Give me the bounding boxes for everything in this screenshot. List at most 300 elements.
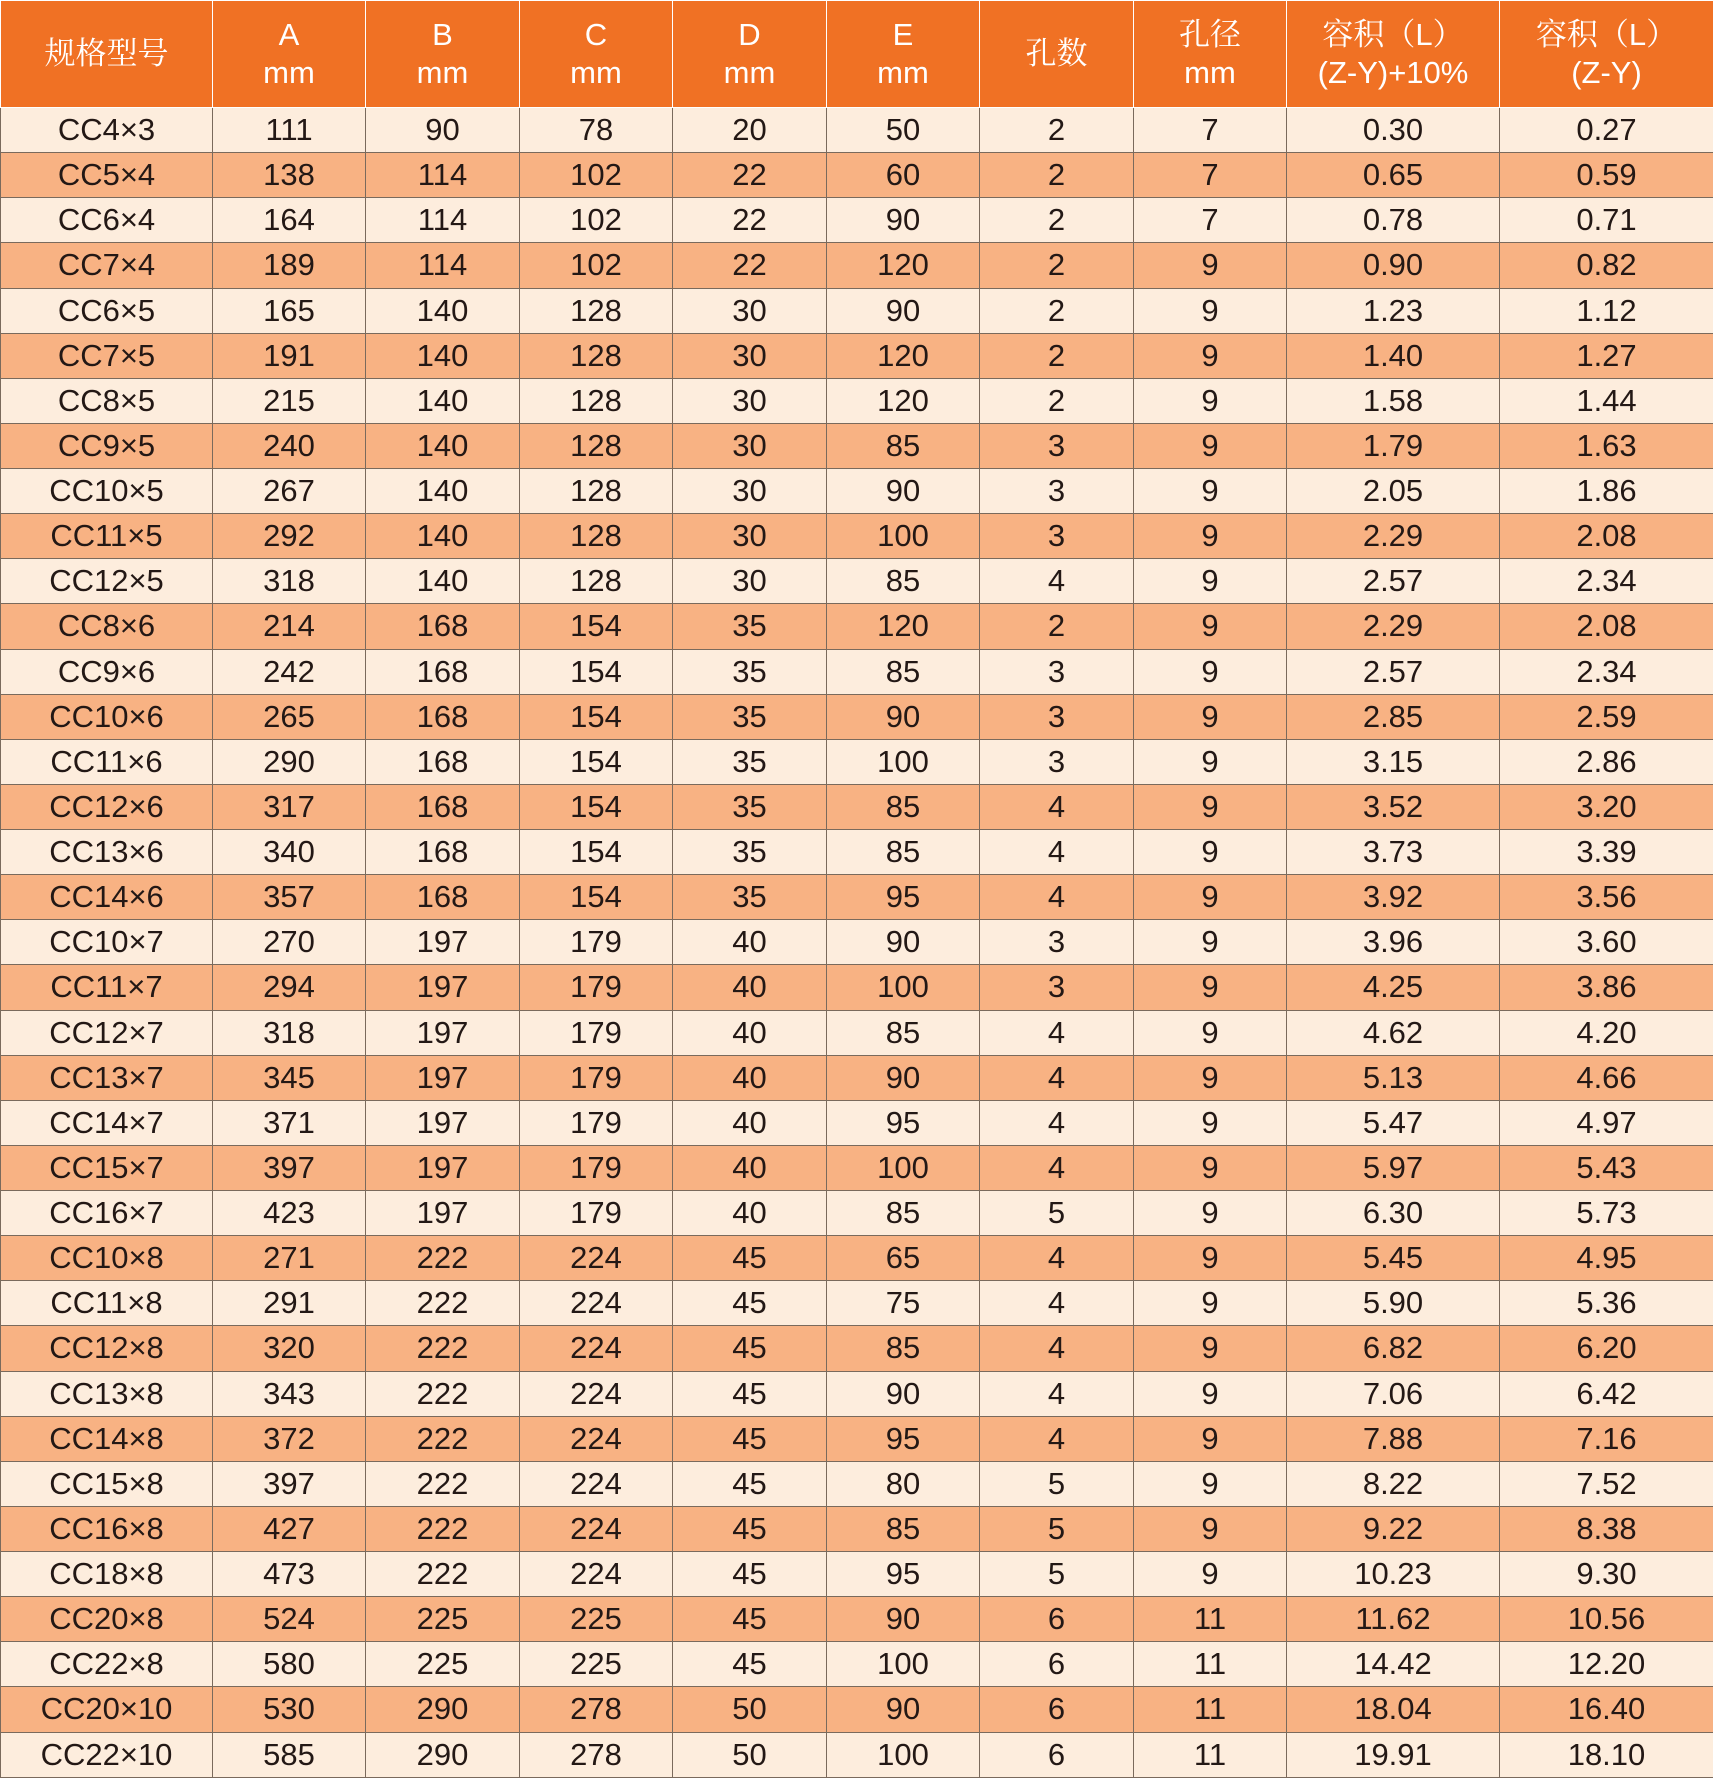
cell-volume-plus: 0.78 — [1287, 198, 1500, 243]
cell-volume-plus: 7.06 — [1287, 1371, 1500, 1416]
cell-volume: 5.36 — [1500, 1281, 1713, 1326]
cell-volume: 18.10 — [1500, 1732, 1713, 1778]
cell-b: 222 — [366, 1281, 520, 1326]
cell-hole-diameter: 9 — [1134, 378, 1287, 423]
cell-volume-plus: 5.13 — [1287, 1055, 1500, 1100]
cell-c: 154 — [520, 830, 673, 875]
header-e — [827, 1, 980, 108]
cell-b: 197 — [366, 1055, 520, 1100]
cell-a: 317 — [213, 784, 366, 829]
cell-hole-diameter: 9 — [1134, 1100, 1287, 1145]
cell-b: 168 — [366, 830, 520, 875]
cell-volume: 2.34 — [1500, 649, 1713, 694]
cell-a: 340 — [213, 830, 366, 875]
cell-a: 423 — [213, 1191, 366, 1236]
cell-d: 45 — [673, 1506, 827, 1551]
cell-hole-count: 4 — [980, 784, 1134, 829]
cell-a: 427 — [213, 1506, 366, 1551]
table-row — [1, 198, 1713, 243]
cell-hole-count: 3 — [980, 649, 1134, 694]
table-row — [1, 423, 1713, 468]
cell-volume-plus: 8.22 — [1287, 1461, 1500, 1506]
cell-volume-plus: 6.30 — [1287, 1191, 1500, 1236]
cell-e: 85 — [827, 1506, 980, 1551]
cell-volume: 1.27 — [1500, 333, 1713, 378]
table-row — [1, 243, 1713, 288]
cell-b: 197 — [366, 1100, 520, 1145]
cell-hole-count: 3 — [980, 739, 1134, 784]
cell-a: 214 — [213, 604, 366, 649]
cell-b: 168 — [366, 604, 520, 649]
cell-volume-plus: 5.90 — [1287, 1281, 1500, 1326]
cell-a: 164 — [213, 198, 366, 243]
cell-volume-plus: 11.62 — [1287, 1597, 1500, 1642]
cell-volume: 2.08 — [1500, 514, 1713, 559]
cell-hole-count: 6 — [980, 1642, 1134, 1687]
cell-volume-plus: 19.91 — [1287, 1732, 1500, 1778]
cell-a: 265 — [213, 694, 366, 739]
cell-hole-diameter: 9 — [1134, 469, 1287, 514]
cell-a: 371 — [213, 1100, 366, 1145]
cell-c: 224 — [520, 1552, 673, 1597]
header-b — [366, 1, 520, 108]
cell-model: CC12×6 — [1, 784, 213, 829]
table-row — [1, 739, 1713, 784]
cell-hole-count: 5 — [980, 1552, 1134, 1597]
cell-hole-count: 5 — [980, 1506, 1134, 1551]
cell-volume: 4.66 — [1500, 1055, 1713, 1100]
cell-b: 197 — [366, 1010, 520, 1055]
cell-a: 111 — [213, 108, 366, 153]
table-row — [1, 378, 1713, 423]
table-row — [1, 1642, 1713, 1687]
cell-a: 397 — [213, 1461, 366, 1506]
cell-b: 140 — [366, 378, 520, 423]
cell-volume-plus: 2.29 — [1287, 514, 1500, 559]
cell-b: 168 — [366, 739, 520, 784]
table-row — [1, 559, 1713, 604]
cell-volume: 3.39 — [1500, 830, 1713, 875]
cell-volume: 3.86 — [1500, 965, 1713, 1010]
cell-hole-count: 5 — [980, 1191, 1134, 1236]
cell-a: 138 — [213, 153, 366, 198]
cell-e: 85 — [827, 423, 980, 468]
cell-volume-plus: 3.96 — [1287, 920, 1500, 965]
cell-e: 80 — [827, 1461, 980, 1506]
cell-c: 179 — [520, 920, 673, 965]
cell-volume: 10.56 — [1500, 1597, 1713, 1642]
table-row — [1, 1552, 1713, 1597]
cell-b: 290 — [366, 1732, 520, 1778]
cell-b: 197 — [366, 1145, 520, 1190]
table-row — [1, 288, 1713, 333]
cell-hole-count: 3 — [980, 469, 1134, 514]
cell-e: 90 — [827, 920, 980, 965]
cell-e: 85 — [827, 1326, 980, 1371]
cell-hole-diameter: 9 — [1134, 1461, 1287, 1506]
cell-hole-count: 3 — [980, 965, 1134, 1010]
cell-hole-diameter: 9 — [1134, 1236, 1287, 1281]
cell-hole-diameter: 9 — [1134, 920, 1287, 965]
cell-a: 530 — [213, 1687, 366, 1732]
cell-model: CC6×4 — [1, 198, 213, 243]
cell-a: 343 — [213, 1371, 366, 1416]
cell-d: 40 — [673, 1010, 827, 1055]
cell-hole-count: 2 — [980, 243, 1134, 288]
cell-volume: 2.08 — [1500, 604, 1713, 649]
cell-d: 40 — [673, 920, 827, 965]
cell-model: CC10×5 — [1, 469, 213, 514]
cell-a: 320 — [213, 1326, 366, 1371]
cell-e: 120 — [827, 604, 980, 649]
table-row — [1, 153, 1713, 198]
cell-a: 318 — [213, 559, 366, 604]
cell-a: 397 — [213, 1145, 366, 1190]
cell-d: 45 — [673, 1416, 827, 1461]
cell-d: 45 — [673, 1281, 827, 1326]
cell-a: 270 — [213, 920, 366, 965]
cell-hole-diameter: 9 — [1134, 1326, 1287, 1371]
cell-c: 102 — [520, 153, 673, 198]
cell-hole-diameter: 9 — [1134, 1010, 1287, 1055]
table-row — [1, 875, 1713, 920]
cell-b: 197 — [366, 965, 520, 1010]
table-row — [1, 1687, 1713, 1732]
cell-e: 100 — [827, 965, 980, 1010]
cell-volume-plus: 6.82 — [1287, 1326, 1500, 1371]
cell-hole-diameter: 9 — [1134, 1552, 1287, 1597]
cell-hole-count: 4 — [980, 1010, 1134, 1055]
cell-model: CC12×8 — [1, 1326, 213, 1371]
header-label: B — [432, 17, 453, 52]
cell-c: 128 — [520, 423, 673, 468]
cell-hole-diameter: 9 — [1134, 875, 1287, 920]
cell-volume-plus: 18.04 — [1287, 1687, 1500, 1732]
cell-volume-plus: 14.42 — [1287, 1642, 1500, 1687]
cell-a: 357 — [213, 875, 366, 920]
cell-hole-diameter: 11 — [1134, 1597, 1287, 1642]
cell-b: 90 — [366, 108, 520, 153]
cell-model: CC7×4 — [1, 243, 213, 288]
cell-d: 22 — [673, 153, 827, 198]
cell-c: 128 — [520, 333, 673, 378]
cell-d: 45 — [673, 1461, 827, 1506]
cell-c: 224 — [520, 1236, 673, 1281]
cell-volume-plus: 1.40 — [1287, 333, 1500, 378]
cell-e: 65 — [827, 1236, 980, 1281]
cell-d: 35 — [673, 694, 827, 739]
table-row — [1, 1597, 1713, 1642]
cell-volume-plus: 3.92 — [1287, 875, 1500, 920]
cell-volume: 1.12 — [1500, 288, 1713, 333]
table-row — [1, 694, 1713, 739]
cell-d: 22 — [673, 198, 827, 243]
cell-b: 290 — [366, 1687, 520, 1732]
cell-model: CC12×7 — [1, 1010, 213, 1055]
cell-volume: 1.63 — [1500, 423, 1713, 468]
cell-e: 50 — [827, 108, 980, 153]
cell-e: 90 — [827, 469, 980, 514]
cell-volume: 0.27 — [1500, 108, 1713, 153]
cell-hole-diameter: 9 — [1134, 649, 1287, 694]
cell-volume-plus: 2.29 — [1287, 604, 1500, 649]
cell-hole-count: 3 — [980, 423, 1134, 468]
cell-volume-plus: 3.52 — [1287, 784, 1500, 829]
cell-model: CC20×10 — [1, 1687, 213, 1732]
cell-volume: 16.40 — [1500, 1687, 1713, 1732]
cell-volume-plus: 0.90 — [1287, 243, 1500, 288]
cell-model: CC11×6 — [1, 739, 213, 784]
cell-c: 224 — [520, 1326, 673, 1371]
cell-d: 40 — [673, 1100, 827, 1145]
table-row — [1, 1461, 1713, 1506]
cell-volume: 0.71 — [1500, 198, 1713, 243]
cell-a: 240 — [213, 423, 366, 468]
cell-e: 90 — [827, 1371, 980, 1416]
cell-volume-plus: 1.23 — [1287, 288, 1500, 333]
cell-c: 225 — [520, 1597, 673, 1642]
cell-a: 267 — [213, 469, 366, 514]
cell-volume: 6.42 — [1500, 1371, 1713, 1416]
cell-e: 95 — [827, 875, 980, 920]
cell-volume: 0.59 — [1500, 153, 1713, 198]
cell-hole-count: 3 — [980, 514, 1134, 559]
cell-b: 222 — [366, 1416, 520, 1461]
cell-e: 90 — [827, 694, 980, 739]
cell-d: 30 — [673, 559, 827, 604]
cell-hole-count: 4 — [980, 1326, 1134, 1371]
cell-e: 120 — [827, 243, 980, 288]
cell-model: CC11×7 — [1, 965, 213, 1010]
cell-b: 140 — [366, 514, 520, 559]
cell-d: 50 — [673, 1687, 827, 1732]
cell-hole-diameter: 9 — [1134, 604, 1287, 649]
table-row — [1, 1281, 1713, 1326]
header-label: 孔径 — [1179, 17, 1241, 52]
cell-e: 95 — [827, 1552, 980, 1597]
cell-model: CC5×4 — [1, 153, 213, 198]
cell-model: CC13×6 — [1, 830, 213, 875]
cell-a: 524 — [213, 1597, 366, 1642]
table-row — [1, 604, 1713, 649]
cell-hole-count: 3 — [980, 920, 1134, 965]
table-row — [1, 920, 1713, 965]
cell-hole-count: 4 — [980, 1236, 1134, 1281]
cell-hole-diameter: 9 — [1134, 1506, 1287, 1551]
cell-hole-diameter: 9 — [1134, 333, 1287, 378]
cell-d: 35 — [673, 875, 827, 920]
cell-e: 120 — [827, 378, 980, 423]
cell-volume-plus: 9.22 — [1287, 1506, 1500, 1551]
cell-hole-diameter: 9 — [1134, 1371, 1287, 1416]
cell-b: 114 — [366, 243, 520, 288]
cell-d: 45 — [673, 1326, 827, 1371]
cell-a: 165 — [213, 288, 366, 333]
cell-a: 191 — [213, 333, 366, 378]
header-row — [1, 1, 1713, 108]
cell-hole-diameter: 7 — [1134, 153, 1287, 198]
cell-model: CC4×3 — [1, 108, 213, 153]
cell-a: 242 — [213, 649, 366, 694]
cell-d: 45 — [673, 1371, 827, 1416]
header-label: C — [584, 17, 608, 52]
cell-hole-diameter: 7 — [1134, 198, 1287, 243]
table-row — [1, 830, 1713, 875]
cell-hole-count: 6 — [980, 1732, 1134, 1778]
cell-hole-count: 3 — [980, 694, 1134, 739]
table-body — [1, 108, 1713, 1778]
cell-e: 95 — [827, 1100, 980, 1145]
cell-volume-plus: 3.15 — [1287, 739, 1500, 784]
cell-model: CC15×8 — [1, 1461, 213, 1506]
cell-a: 271 — [213, 1236, 366, 1281]
cell-hole-count: 2 — [980, 108, 1134, 153]
table-row — [1, 1191, 1713, 1236]
cell-e: 100 — [827, 739, 980, 784]
cell-d: 35 — [673, 784, 827, 829]
cell-volume: 4.97 — [1500, 1100, 1713, 1145]
cell-d: 35 — [673, 739, 827, 784]
cell-c: 179 — [520, 1191, 673, 1236]
cell-hole-count: 4 — [980, 1055, 1134, 1100]
cell-e: 95 — [827, 1416, 980, 1461]
cell-c: 278 — [520, 1687, 673, 1732]
cell-e: 85 — [827, 830, 980, 875]
cell-model: CC14×7 — [1, 1100, 213, 1145]
cell-volume-plus: 0.65 — [1287, 153, 1500, 198]
cell-model: CC16×7 — [1, 1191, 213, 1236]
header-label: D — [738, 17, 761, 52]
cell-e: 120 — [827, 333, 980, 378]
header-d — [673, 1, 827, 108]
cell-model: CC8×5 — [1, 378, 213, 423]
header-unit: mm — [416, 55, 469, 90]
cell-hole-count: 2 — [980, 378, 1134, 423]
cell-hole-diameter: 9 — [1134, 1145, 1287, 1190]
cell-volume: 1.86 — [1500, 469, 1713, 514]
cell-e: 100 — [827, 514, 980, 559]
cell-d: 30 — [673, 514, 827, 559]
cell-d: 45 — [673, 1236, 827, 1281]
header-volume — [1500, 1, 1713, 108]
cell-a: 372 — [213, 1416, 366, 1461]
cell-a: 345 — [213, 1055, 366, 1100]
cell-c: 154 — [520, 649, 673, 694]
cell-volume: 3.20 — [1500, 784, 1713, 829]
cell-a: 215 — [213, 378, 366, 423]
cell-a: 292 — [213, 514, 366, 559]
cell-hole-count: 4 — [980, 1100, 1134, 1145]
cell-b: 168 — [366, 694, 520, 739]
cell-d: 20 — [673, 108, 827, 153]
header-unit: (Z-Y)+10% — [1317, 55, 1469, 90]
cell-b: 225 — [366, 1597, 520, 1642]
cell-b: 222 — [366, 1371, 520, 1416]
header-c — [520, 1, 673, 108]
cell-b: 222 — [366, 1236, 520, 1281]
cell-d: 45 — [673, 1552, 827, 1597]
header-unit: mm — [570, 55, 622, 90]
cell-c: 179 — [520, 965, 673, 1010]
cell-d: 30 — [673, 378, 827, 423]
cell-hole-diameter: 9 — [1134, 694, 1287, 739]
cell-volume: 8.38 — [1500, 1506, 1713, 1551]
cell-c: 179 — [520, 1055, 673, 1100]
cell-hole-count: 2 — [980, 153, 1134, 198]
cell-c: 224 — [520, 1506, 673, 1551]
header-hole-count — [980, 1, 1134, 108]
cell-b: 222 — [366, 1552, 520, 1597]
cell-volume-plus: 2.57 — [1287, 649, 1500, 694]
header-label: 容积（L） — [1535, 17, 1678, 52]
cell-c: 154 — [520, 604, 673, 649]
header-hole-diameter — [1134, 1, 1287, 108]
cell-model: CC13×8 — [1, 1371, 213, 1416]
cell-volume-plus: 2.85 — [1287, 694, 1500, 739]
cell-hole-diameter: 11 — [1134, 1732, 1287, 1778]
cell-d: 35 — [673, 649, 827, 694]
cell-b: 140 — [366, 423, 520, 468]
cell-c: 128 — [520, 378, 673, 423]
cell-hole-count: 5 — [980, 1461, 1134, 1506]
cell-model: CC11×5 — [1, 514, 213, 559]
cell-b: 114 — [366, 198, 520, 243]
cell-hole-diameter: 9 — [1134, 559, 1287, 604]
cell-model: CC9×6 — [1, 649, 213, 694]
cell-hole-count: 4 — [980, 1145, 1134, 1190]
cell-e: 85 — [827, 559, 980, 604]
cell-model: CC22×10 — [1, 1732, 213, 1778]
cell-c: 154 — [520, 875, 673, 920]
header-model — [1, 1, 213, 108]
cell-hole-diameter: 9 — [1134, 423, 1287, 468]
header-unit: mm — [263, 55, 315, 90]
cell-volume-plus: 2.57 — [1287, 559, 1500, 604]
table-row — [1, 1732, 1713, 1778]
cell-e: 100 — [827, 1732, 980, 1778]
table-header — [1, 1, 1713, 108]
cell-b: 225 — [366, 1642, 520, 1687]
cell-volume-plus: 2.05 — [1287, 469, 1500, 514]
cell-model: CC7×5 — [1, 333, 213, 378]
cell-volume: 1.44 — [1500, 378, 1713, 423]
cell-model: CC15×7 — [1, 1145, 213, 1190]
table-row — [1, 1010, 1713, 1055]
cell-e: 90 — [827, 1055, 980, 1100]
cell-volume: 5.73 — [1500, 1191, 1713, 1236]
cell-hole-diameter: 9 — [1134, 514, 1287, 559]
cell-hole-diameter: 9 — [1134, 784, 1287, 829]
table-row — [1, 1100, 1713, 1145]
cell-c: 102 — [520, 198, 673, 243]
cell-c: 179 — [520, 1100, 673, 1145]
table-row — [1, 965, 1713, 1010]
table-row — [1, 1236, 1713, 1281]
cell-d: 30 — [673, 423, 827, 468]
cell-b: 222 — [366, 1461, 520, 1506]
cell-b: 114 — [366, 153, 520, 198]
cell-c: 154 — [520, 784, 673, 829]
cell-model: CC10×6 — [1, 694, 213, 739]
header-label: 规格型号 — [44, 36, 169, 71]
cell-hole-diameter: 9 — [1134, 965, 1287, 1010]
cell-a: 585 — [213, 1732, 366, 1778]
cell-model: CC14×8 — [1, 1416, 213, 1461]
cell-volume: 4.95 — [1500, 1236, 1713, 1281]
cell-volume-plus: 5.47 — [1287, 1100, 1500, 1145]
cell-d: 40 — [673, 1191, 827, 1236]
cell-volume: 3.56 — [1500, 875, 1713, 920]
